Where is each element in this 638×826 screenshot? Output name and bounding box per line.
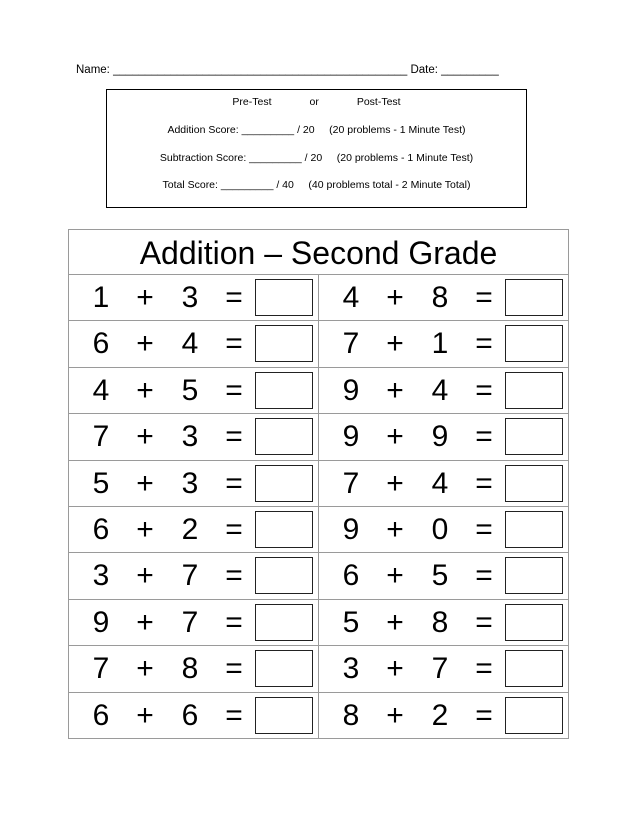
equals-sign: = — [475, 373, 493, 407]
problem-left — [69, 275, 318, 321]
addend-1: 7 — [92, 652, 110, 686]
problem-row — [69, 646, 568, 692]
addend-2: 0 — [431, 512, 449, 546]
problem-left — [69, 414, 318, 460]
answer-box[interactable] — [505, 465, 563, 502]
addend-2: 3 — [181, 281, 199, 314]
equals-sign: = — [475, 466, 493, 500]
addend-1: 9 — [342, 373, 360, 407]
answer-box[interactable] — [505, 372, 563, 409]
answer-box[interactable] — [255, 650, 313, 687]
answer-box[interactable] — [505, 650, 563, 687]
problem-row — [69, 414, 568, 460]
plus-sign: + — [386, 512, 404, 546]
addend-2: 7 — [181, 605, 199, 639]
plus-sign: + — [386, 327, 404, 361]
plus-sign: + — [136, 605, 154, 639]
equals-sign: = — [475, 512, 493, 546]
plus-sign: + — [136, 652, 154, 686]
addend-2: 8 — [181, 652, 199, 686]
addend-2: 7 — [181, 559, 199, 593]
answer-box[interactable] — [505, 604, 563, 641]
problem-right — [319, 414, 568, 460]
addend-1: 8 — [342, 698, 360, 732]
addend-2: 8 — [431, 605, 449, 639]
or-label: or — [309, 96, 319, 108]
answer-box[interactable] — [255, 511, 313, 548]
equals-sign: = — [475, 698, 493, 732]
plus-sign: + — [136, 420, 154, 454]
addition-score-line[interactable]: Addition Score: _________ / 20 (20 problems - 1 Minute Test) — [167, 124, 466, 136]
problem-right — [319, 461, 568, 507]
addend-1: 4 — [342, 281, 360, 314]
problem-left — [69, 646, 318, 692]
addend-1: 6 — [92, 512, 110, 546]
problem-left — [69, 693, 318, 739]
addend-1: 3 — [92, 559, 110, 593]
equals-sign: = — [225, 466, 243, 500]
answer-box[interactable] — [505, 418, 563, 455]
addend-2: 5 — [431, 559, 449, 593]
worksheet-title: Addition – Second Grade — [69, 230, 568, 275]
answer-box[interactable] — [505, 279, 563, 316]
equals-sign: = — [225, 698, 243, 732]
plus-sign: + — [386, 652, 404, 686]
addend-2: 1 — [431, 327, 449, 361]
total-score-line[interactable]: Total Score: _________ / 40 (40 problems total - 2 Minute Total) — [162, 179, 471, 191]
answer-box[interactable] — [505, 557, 563, 594]
problem-right — [319, 600, 568, 646]
answer-box[interactable] — [255, 325, 313, 362]
equals-sign: = — [475, 420, 493, 454]
plus-sign: + — [386, 605, 404, 639]
plus-sign: + — [136, 327, 154, 361]
plus-sign: + — [386, 420, 404, 454]
answer-box[interactable] — [255, 418, 313, 455]
addend-2: 6 — [181, 698, 199, 732]
answer-box[interactable] — [505, 325, 563, 362]
problem-row — [69, 461, 568, 507]
addend-1: 5 — [92, 466, 110, 500]
addend-2: 4 — [431, 466, 449, 500]
addend-1: 6 — [92, 327, 110, 361]
plus-sign: + — [386, 466, 404, 500]
addend-1: 7 — [342, 327, 360, 361]
plus-sign: + — [136, 466, 154, 500]
addend-2: 3 — [181, 420, 199, 454]
plus-sign: + — [386, 373, 404, 407]
addend-2: 4 — [181, 327, 199, 361]
problem-right — [319, 553, 568, 599]
answer-box[interactable] — [505, 697, 563, 734]
name-date-line[interactable]: Name: ______________________________________________ Date: _________ — [76, 64, 499, 76]
answer-box[interactable] — [255, 465, 313, 502]
addend-1: 7 — [342, 466, 360, 500]
problem-left — [69, 321, 318, 367]
problem-row — [69, 693, 568, 739]
problem-row — [69, 600, 568, 646]
problem-right — [319, 507, 568, 553]
equals-sign: = — [225, 512, 243, 546]
addend-1: 9 — [92, 605, 110, 639]
answer-box[interactable] — [255, 279, 313, 316]
problem-right — [319, 693, 568, 739]
answer-box[interactable] — [255, 557, 313, 594]
addend-1: 9 — [342, 420, 360, 454]
plus-sign: + — [386, 698, 404, 732]
addend-2: 8 — [431, 281, 449, 314]
problem-left — [69, 600, 318, 646]
problem-row — [69, 321, 568, 367]
addend-2: 2 — [431, 698, 449, 732]
addend-1: 6 — [342, 559, 360, 593]
addend-1: 6 — [92, 698, 110, 732]
problem-row — [69, 275, 568, 321]
problem-right — [319, 646, 568, 692]
problem-rows — [69, 275, 568, 739]
addend-1: 5 — [342, 605, 360, 639]
problem-left — [69, 461, 318, 507]
answer-box[interactable] — [255, 697, 313, 734]
plus-sign: + — [136, 512, 154, 546]
score-box — [106, 89, 527, 208]
problem-row — [69, 368, 568, 414]
equals-sign: = — [225, 373, 243, 407]
equals-sign: = — [475, 605, 493, 639]
problem-row — [69, 507, 568, 553]
problem-row — [69, 553, 568, 599]
problem-right — [319, 275, 568, 321]
equals-sign: = — [225, 327, 243, 361]
addend-1: 7 — [92, 420, 110, 454]
plus-sign: + — [136, 559, 154, 593]
addend-2: 7 — [431, 652, 449, 686]
equals-sign: = — [475, 327, 493, 361]
addend-2: 3 — [181, 466, 199, 500]
pre-test-label[interactable]: Pre-Test — [232, 96, 272, 108]
plus-sign: + — [136, 698, 154, 732]
problem-right — [319, 321, 568, 367]
addend-2: 2 — [181, 512, 199, 546]
addend-1: 9 — [342, 512, 360, 546]
addend-1: 1 — [92, 281, 110, 314]
plus-sign: + — [386, 281, 404, 314]
test-type-row — [107, 96, 526, 108]
worksheet-table — [68, 229, 569, 739]
equals-sign: = — [225, 605, 243, 639]
post-test-label[interactable]: Post-Test — [356, 96, 401, 108]
problem-left — [69, 368, 318, 414]
plus-sign: + — [136, 373, 154, 407]
problem-right — [319, 368, 568, 414]
equals-sign: = — [475, 559, 493, 593]
plus-sign: + — [386, 559, 404, 593]
addend-2: 9 — [431, 420, 449, 454]
addend-1: 3 — [342, 652, 360, 686]
answer-box[interactable] — [255, 604, 313, 641]
addend-2: 4 — [431, 373, 449, 407]
addend-2: 5 — [181, 373, 199, 407]
answer-box[interactable] — [505, 511, 563, 548]
equals-sign: = — [475, 652, 493, 686]
equals-sign: = — [225, 281, 243, 314]
equals-sign: = — [475, 281, 493, 314]
equals-sign: = — [225, 420, 243, 454]
addend-1: 4 — [92, 373, 110, 407]
equals-sign: = — [225, 559, 243, 593]
equals-sign: = — [225, 652, 243, 686]
plus-sign: + — [136, 281, 154, 314]
problem-left — [69, 507, 318, 553]
answer-box[interactable] — [255, 372, 313, 409]
problem-left — [69, 553, 318, 599]
subtraction-score-line[interactable]: Subtraction Score: _________ / 20 (20 problems - 1 Minute Test) — [159, 152, 474, 164]
